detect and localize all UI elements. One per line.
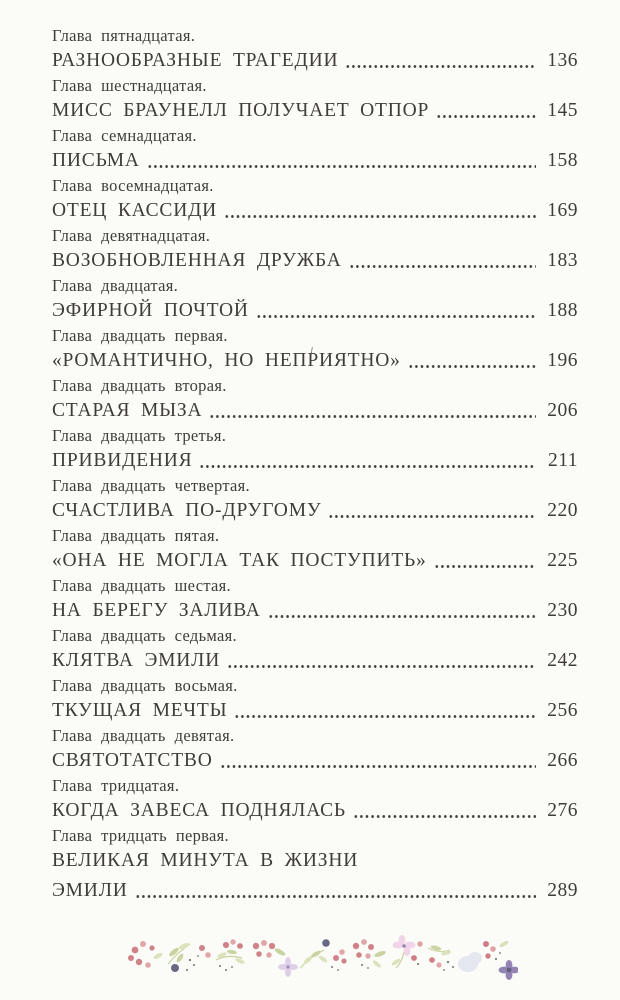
page-number: 145: [547, 100, 578, 121]
chapter-title: [52, 646, 578, 676]
chapter-title: [52, 296, 578, 326]
chapter-label: Глава двадцать седьмая.: [52, 626, 237, 645]
page-number: 183: [547, 250, 578, 271]
dot-leader: [135, 895, 536, 898]
dot-leader: [234, 715, 536, 718]
chapter-label: Глава шестнадцатая.: [52, 76, 207, 95]
chapter-label: Глава двадцать девятая.: [52, 726, 235, 745]
chapter-title-text: ВЕЛИКАЯ МИНУТА В ЖИЗНИ: [52, 850, 359, 871]
dot-leader: [227, 665, 536, 668]
dot-leader: [224, 215, 536, 218]
chapter-label: Глава двадцать четвертая.: [52, 476, 250, 495]
chapter-title-text: ВОЗОБНОВЛЕННАЯ ДРУЖБА: [52, 250, 342, 271]
chapter-label: Глава двадцать восьмая.: [52, 676, 238, 695]
dot-leader: [209, 415, 536, 418]
chapter-label: Глава двадцать первая.: [52, 326, 228, 345]
chapter-title: [52, 446, 578, 476]
toc-entry: [52, 776, 578, 826]
toc-entry: [52, 676, 578, 726]
page-number: 211: [547, 450, 578, 471]
chapter-title-text: КЛЯТВА ЭМИЛИ: [52, 650, 221, 671]
page-number: 225: [547, 550, 578, 571]
chapter-label: Глава девятнадцатая.: [52, 226, 211, 245]
chapter-title: [52, 746, 578, 776]
toc-entry: [52, 726, 578, 776]
chapter-label: Глава восемнадцатая.: [52, 176, 214, 195]
dot-leader: [345, 65, 536, 68]
dot-leader: [256, 315, 536, 318]
dot-leader: [434, 565, 536, 568]
branch-cluster: [216, 939, 245, 971]
lavender-cluster: [253, 940, 298, 977]
dot-leader: [199, 465, 536, 468]
sprig-cluster: [168, 942, 211, 972]
dot-leader: [349, 265, 536, 268]
chapter-label: Глава двадцать третья.: [52, 426, 227, 445]
page-number: 242: [547, 650, 578, 671]
toc-entry: [52, 276, 578, 326]
chapter-title: [52, 796, 578, 826]
dot-leader: [353, 815, 536, 818]
chapter-title: [52, 546, 578, 576]
toc-entry: [52, 526, 578, 576]
chapter-title-text: ОТЕЦ КАССИДИ: [52, 200, 218, 221]
chapter-title-text: «РОМАНТИЧНО, НО НЕПРИЯТНО»: [52, 350, 401, 371]
chapter-title-continuation: [52, 876, 578, 906]
page-number: 276: [547, 800, 578, 821]
chapter-title-text: ЭФИРНОЙ ПОЧТОЙ: [52, 300, 249, 321]
chapter-title: [52, 196, 578, 226]
chapter-label: Глава пятнадцатая.: [52, 26, 196, 45]
purple-flower-cluster: [483, 940, 518, 980]
chapter-label: Глава двадцать вторая.: [52, 376, 227, 395]
chapter-title: [52, 96, 578, 126]
toc-entry: [52, 176, 578, 226]
chapter-title: [52, 46, 578, 76]
chapter-title-text: ТКУЩАЯ МЕЧТЫ: [52, 700, 228, 721]
berry-ring-cluster: [353, 939, 387, 969]
floral-garland-decoration: [128, 934, 518, 990]
toc-entry: [52, 426, 578, 476]
page-number: 266: [547, 750, 578, 771]
toc-entry: [52, 76, 578, 126]
chapter-label: Глава семнадцатая.: [52, 126, 197, 145]
toc-entry: [52, 826, 578, 906]
dot-leader: [408, 365, 536, 368]
dot-leader: [328, 515, 536, 518]
chapter-title-text: «ОНА НЕ МОГЛА ТАК ПОСТУПИТЬ»: [52, 550, 427, 571]
berry-cluster: [128, 941, 163, 968]
page-number: 169: [547, 200, 578, 221]
page-number: 188: [547, 300, 578, 321]
toc-entry: [52, 26, 578, 76]
chapter-title-text: СВЯТОТАТСТВО: [52, 750, 213, 771]
dot-leader: [268, 615, 536, 618]
chapter-label: Глава двадцать шестая.: [52, 576, 231, 595]
table-of-contents: [52, 26, 578, 906]
chapter-title: [52, 496, 578, 526]
dot-leader: [436, 115, 536, 118]
chapter-label: Глава тридцатая.: [52, 776, 180, 795]
chapter-title-text: ПРИВИДЕНИЯ: [52, 450, 193, 471]
toc-entry: [52, 226, 578, 276]
chapter-title-text: СЧАСТЛИВА ПО-ДРУГОМУ: [52, 500, 322, 521]
chapter-title-text: ЭМИЛИ: [52, 880, 128, 901]
chapter-title-text: МИСС БРАУНЕЛЛ ПОЛУЧАЕТ ОТПОР: [52, 100, 430, 121]
chapter-title-text: КОГДА ЗАВЕСА ПОДНЯЛАСЬ: [52, 800, 346, 821]
dot-leader: [220, 765, 536, 768]
chapter-title-text: РАЗНООБРАЗНЫЕ ТРАГЕДИИ: [52, 50, 339, 71]
chapter-title: [52, 246, 578, 276]
chapter-title: [52, 596, 578, 626]
page-number: 158: [547, 150, 578, 171]
page-number: 289: [547, 880, 578, 901]
toc-entry: [52, 376, 578, 426]
chapter-title-wrapped: [52, 846, 578, 876]
blue-blob-cluster: [428, 945, 482, 972]
toc-entry: [52, 476, 578, 526]
toc-entry: [52, 126, 578, 176]
pink-flower-cluster: [391, 935, 423, 968]
page-number: 220: [547, 500, 578, 521]
chapter-label: Глава двадцать пятая.: [52, 526, 220, 545]
chapter-title: [52, 146, 578, 176]
chapter-label: Глава двадцатая.: [52, 276, 179, 295]
page-number: 196: [547, 350, 578, 371]
chapter-title: [52, 396, 578, 426]
page-number: 230: [547, 600, 578, 621]
toc-entry: [52, 576, 578, 626]
page-number: 206: [547, 400, 578, 421]
chapter-title-text: ПИСЬМА: [52, 150, 140, 171]
page-number: 136: [547, 50, 578, 71]
toc-entry: [52, 626, 578, 676]
chapter-title-text: СТАРАЯ МЫЗА: [52, 400, 203, 421]
chapter-title-text: НА БЕРЕГУ ЗАЛИВА: [52, 600, 261, 621]
page-number: 256: [547, 700, 578, 721]
dot-leader: [147, 165, 536, 168]
fern-cluster: [300, 939, 347, 971]
chapter-label: Глава тридцать первая.: [52, 826, 229, 845]
chapter-title: [52, 696, 578, 726]
